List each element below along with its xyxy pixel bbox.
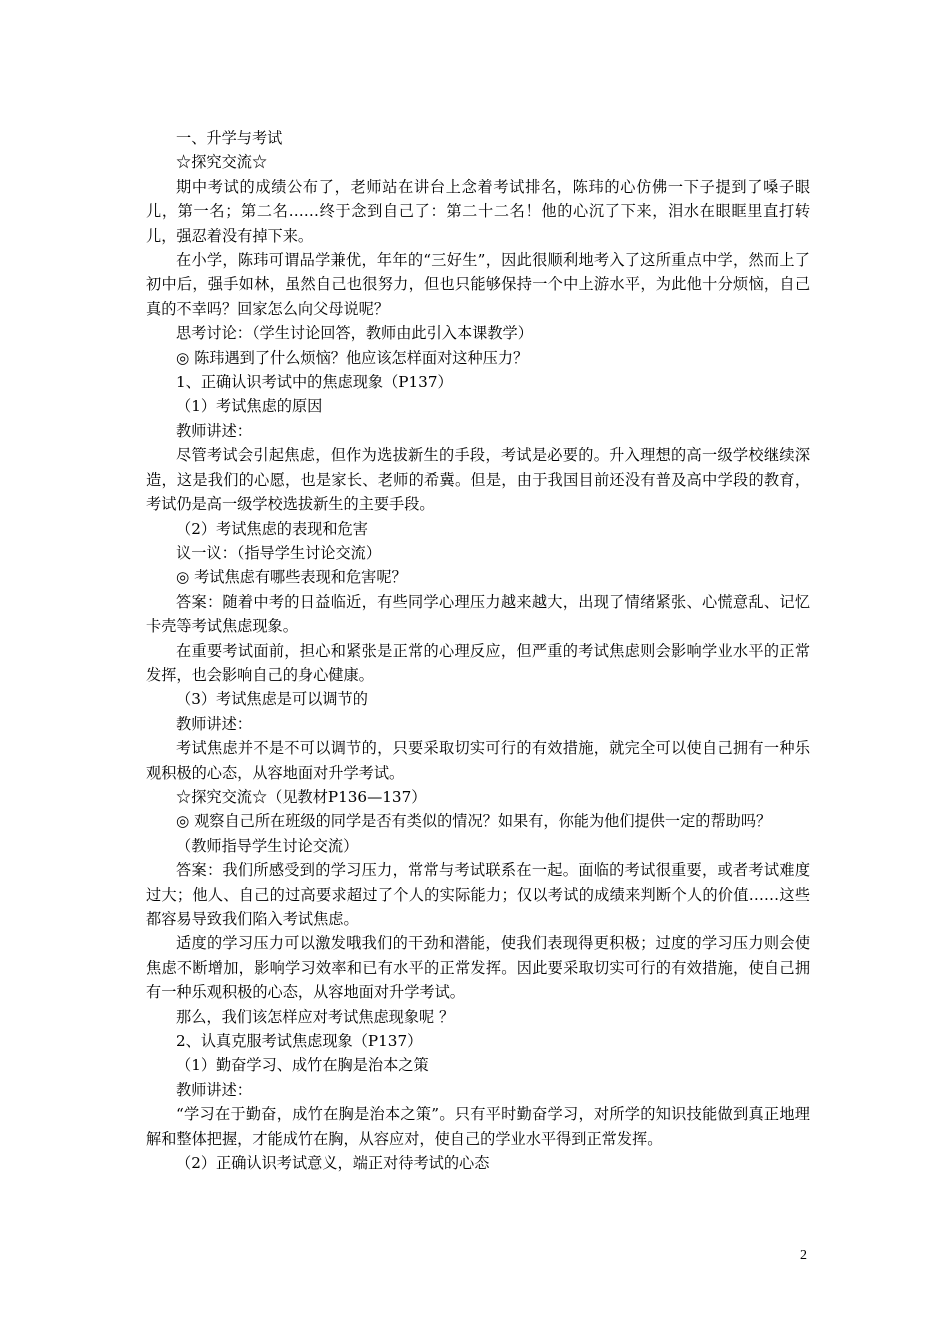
paragraph: （教师指导学生讨论交流）: [176, 836, 359, 855]
subsection-heading: 2、认真克服考试焦虑现象（P137）: [176, 1032, 423, 1051]
explore-heading: ☆探究交流☆（见教材P136—137）: [176, 787, 427, 806]
paragraph: “学习在于勤奋，成竹在胸是治本之策”。只有平时勤奋学习，对所学的知识技能做到真正地理解和整体把握，才能成竹在胸，从容应对，使自己的学业水平得到正常发挥。: [146, 1105, 810, 1148]
paragraph: （1）考试焦虑的原因: [176, 397, 323, 416]
paragraph: 议一议：（指导学生讨论交流）: [176, 543, 382, 562]
document-body: [146, 126, 810, 1175]
paragraph: 教师讲述：: [176, 714, 252, 733]
paragraph: （1）勤奋学习、成竹在胸是治本之策: [176, 1056, 429, 1075]
paragraph: 适度的学习压力可以激发哦我们的干劲和潜能，使我们表现得更积极；过度的学习压力则会使焦虑不断增加，影响学习效率和已有水平的正常发挥。因此要采取切实可行的有效措施，使自己拥有一种乐观积极的心态，从容地面对升学考试。: [146, 934, 810, 1002]
paragraph: 尽管考试会引起焦虑，但作为选拔新生的手段，考试是必要的。升入理想的高一级学校继续深造，这是我们的心愿，也是家长、老师的希冀。但是，由于我国目前还没有普及高中学段的教育，考试仍是高一级学校选拔新生的主要手段。: [146, 446, 810, 514]
paragraph: 教师讲述：: [176, 1080, 252, 1099]
explore-heading: ☆探究交流☆: [176, 153, 268, 172]
question: ◎ 陈玮遇到了什么烦恼？他应该怎样面对这种压力？: [176, 348, 529, 367]
paragraph: 思考讨论：（学生讨论回答，教师由此引入本课教学）: [176, 324, 533, 343]
paragraph: 那么，我们该怎样应对考试焦虑现象呢 ？: [176, 1007, 455, 1026]
paragraph: 期中考试的成绩公布了，老师站在讲台上念着考试排名，陈玮的心仿佛一下子提到了嗓子眼儿，第一名；第二名……终于念到自己了：第二十二名！他的心沉了下来，泪水在眼眶里直打转儿，强忍着没有掉下来。: [146, 177, 810, 245]
question: ◎ 观察自己所在班级的同学是否有类似的情况？如果有，你能为他们提供一定的帮助吗？: [176, 812, 772, 831]
paragraph: 在重要考试面前，担心和紧张是正常的心理反应，但严重的考试焦虑则会影响学业水平的正常发挥，也会影响自己的身心健康。: [146, 641, 810, 684]
page-number: 2: [800, 1248, 807, 1263]
paragraph: （3）考试焦虑是可以调节的: [176, 690, 368, 709]
paragraph: （2）考试焦虑的表现和危害: [176, 519, 368, 538]
paragraph: 答案：我们所感受到的学习压力，常常与考试联系在一起。面临的考试很重要，或者考试难度过大；他人、自己的过高要求超过了个人的实际能力；仅以考试的成绩来判断个人的价值……这些都容易导致我们陷入考试焦虑。: [146, 861, 810, 928]
section-heading: 一、升学与考试: [176, 129, 283, 147]
paragraph: （2）正确认识考试意义，端正对待考试的心态: [176, 1154, 490, 1173]
question: ◎ 考试焦虑有哪些表现和危害呢？: [176, 568, 407, 587]
paragraph: 在小学，陈玮可谓品学兼优，年年的“三好生”，因此很顺利地考入了这所重点中学，然而上了初中后，强手如林，虽然自己也很努力，但也只能够保持一个中上游水平，为此他十分烦恼，自己真的不幸吗？回家怎么向父母说呢？: [146, 251, 810, 318]
subsection-heading: 1、正确认识考试中的焦虑现象（P137）: [176, 373, 453, 392]
paragraph: 考试焦虑并不是不可以调节的，只要采取切实可行的有效措施，就完全可以使自己拥有一种乐观积极的心态，从容地面对升学考试。: [146, 739, 810, 782]
paragraph: 答案：随着中考的日益临近，有些同学心理压力越来越大，出现了情绪紧张、心慌意乱、记忆卡壳等考试焦虑现象。: [146, 592, 810, 636]
paragraph: 教师讲述：: [176, 421, 252, 440]
